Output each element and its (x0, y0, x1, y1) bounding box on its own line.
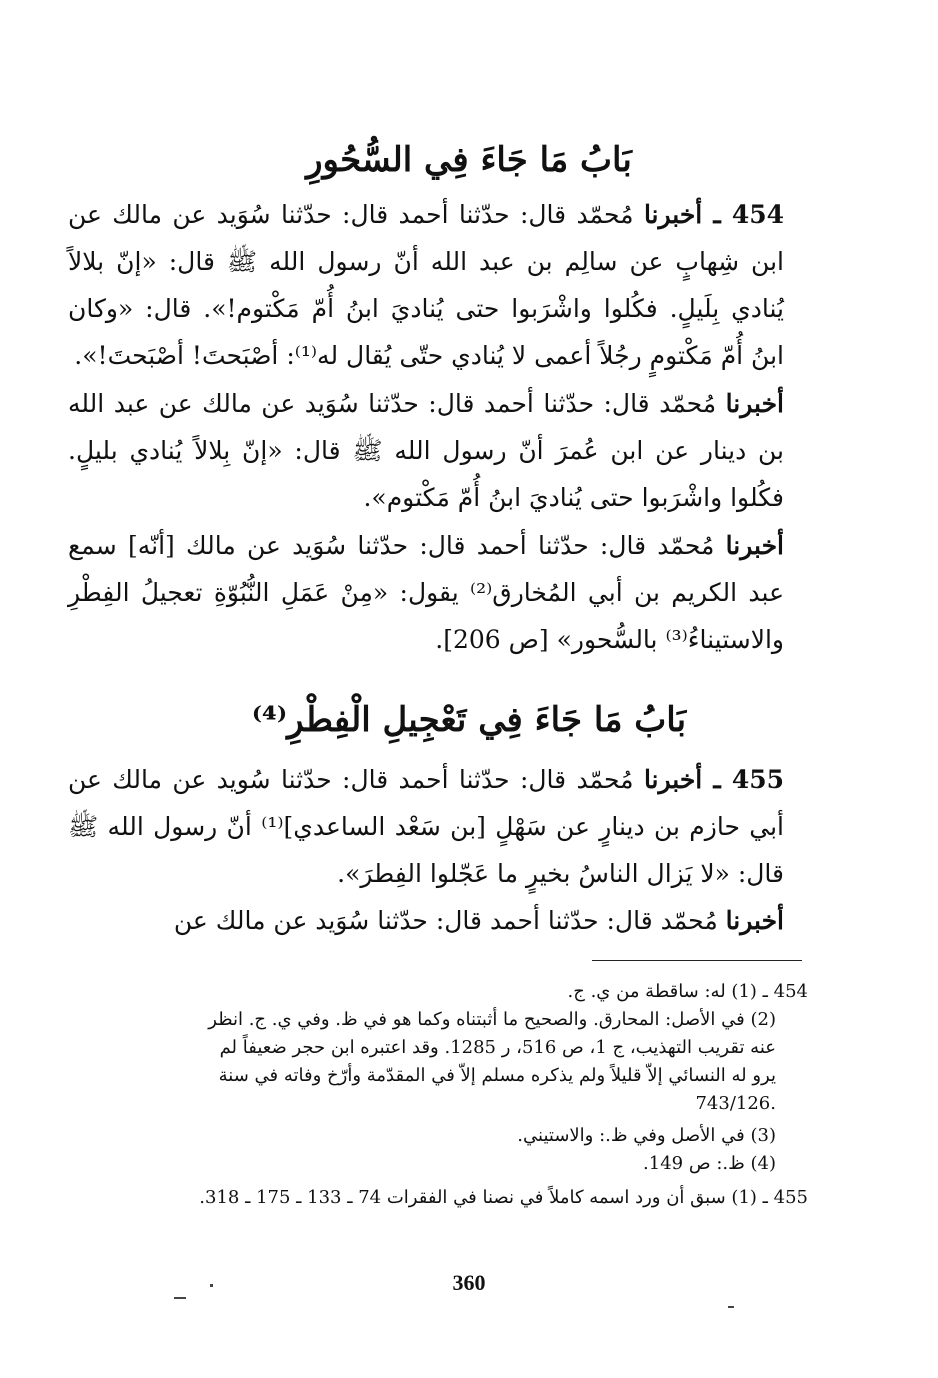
hadith-text: مُحمّد قال: حدّثنا أحمد قال: حدّثنا سُوَيد عن مالك عن عبد الله بن دينار عن ابن عُمرَ أنّ رسول الله ﷺ قال: «إنّ بِلالاً يُنادي بليلٍ. فكُلوا واشْرَبوا حتى يُناديَ ابنُ أُمّ مَكْتوم». (68, 389, 784, 512)
chapter-heading-suhur: بَابُ مَا جَاءَ فِي السُّحُورِ (306, 140, 632, 180)
page-number: 360 (452, 1270, 486, 1295)
hadith-lead: 455 ـ أخبرنا (643, 765, 784, 794)
chapter-heading-fitr: بَابُ مَا جَاءَ فِي تَعْجِيلِ الْفِطْرِ⁽⁴⁾ (251, 700, 687, 740)
hadith-455 (68, 756, 784, 897)
hadith-454-c (68, 522, 784, 663)
hadith-lead: 454 ـ أخبرنا (643, 200, 784, 229)
hadith-lead: أخبرنا (725, 389, 784, 418)
scan-speck (210, 1284, 213, 1287)
hadith-text: مُحمّد قال: حدّثنا أحمد قال: حدّثنا سُوَيد عن مالك عن (173, 906, 726, 935)
footnote-line: .743/126 (695, 1093, 776, 1114)
scan-speck (728, 1306, 734, 1308)
footnote-line: عنه تقريب التهذيب، ج 1، ص 516، ر 1285. وقد اعتبره ابن حجر ضعيفاً لم (219, 1037, 776, 1058)
footnote-line: يرو له النسائي إلاّ قليلاً ولم يذكره مسلم إلاّ في المقدّمة وأرّخ وفاته في سنة (218, 1065, 776, 1086)
hadith-454-b (68, 380, 784, 521)
hadith-455-b (68, 897, 784, 944)
footnote-line: 454 ـ (1) له: ساقطة من ي. ج. (567, 981, 808, 1002)
footnote-line: (2) في الأصل: المحارق. والصحيح ما أثبتناه وكما هو في ظ. وفي ي. ج. انظر (208, 1009, 776, 1030)
footnote-line: 455 ـ (1) سبق أن ورد اسمه كاملاً في نصنا في الفقرات 74 ـ 133 ـ 175 ـ 318. (199, 1187, 808, 1208)
hadith-text: مُحمّد قال: حدّثنا أحمد قال: حدّثنا سُوَيد عن مالك عن ابن شِهابٍ عن سالِم بن عبد الله أنّ رسول الله ﷺ قال: «إنّ بلالاً يُنادي بِلَيلٍ. فكُلوا واشْرَبوا حتى يُناديَ ابنُ أُمّ مَكْتوم!». قال: «وكان ابنُ أُمّ مَكْتومٍ رجُلاً أعمى لا يُنادي حتّى يُقال له⁽¹⁾: أصْبَحتَ! أصْبَحتَ!». (68, 200, 784, 370)
scan-speck (174, 1297, 186, 1299)
footnote-line: (3) في الأصل وفي ظ.: والاستيني. (517, 1125, 776, 1146)
footnotes (78, 978, 808, 1212)
hadith-text: مُحمّد قال: حدّثنا أحمد قال: حدّثنا سُوَيد عن مالك [أنّه] سمع عبد الكريم بن أبي المُخارق⁽²⁾ يقول: «مِنْ عَمَلِ النُّبُوّةِ تعجيلُ الفِطْرِ والاستيناءُ⁽³⁾ بالسُّحور» [ص 206]. (68, 531, 784, 654)
hadith-lead: أخبرنا (725, 906, 784, 935)
footnote-line: (4) ظ.: ص 149. (643, 1153, 776, 1174)
footnote-separator (592, 960, 802, 961)
hadith-lead: أخبرنا (725, 531, 784, 560)
hadith-454 (68, 191, 784, 379)
hadith-text: مُحمّد قال: حدّثنا أحمد قال: حدّثنا سُويد عن مالك عن أبي حازم بن دينارٍ عن سَهْلٍ [بن سَعْد الساعدي]⁽¹⁾ أنّ رسول الله ﷺ قال: «لا يَزال الناسُ بخيرٍ ما عَجّلوا الفِطرَ». (68, 765, 784, 888)
